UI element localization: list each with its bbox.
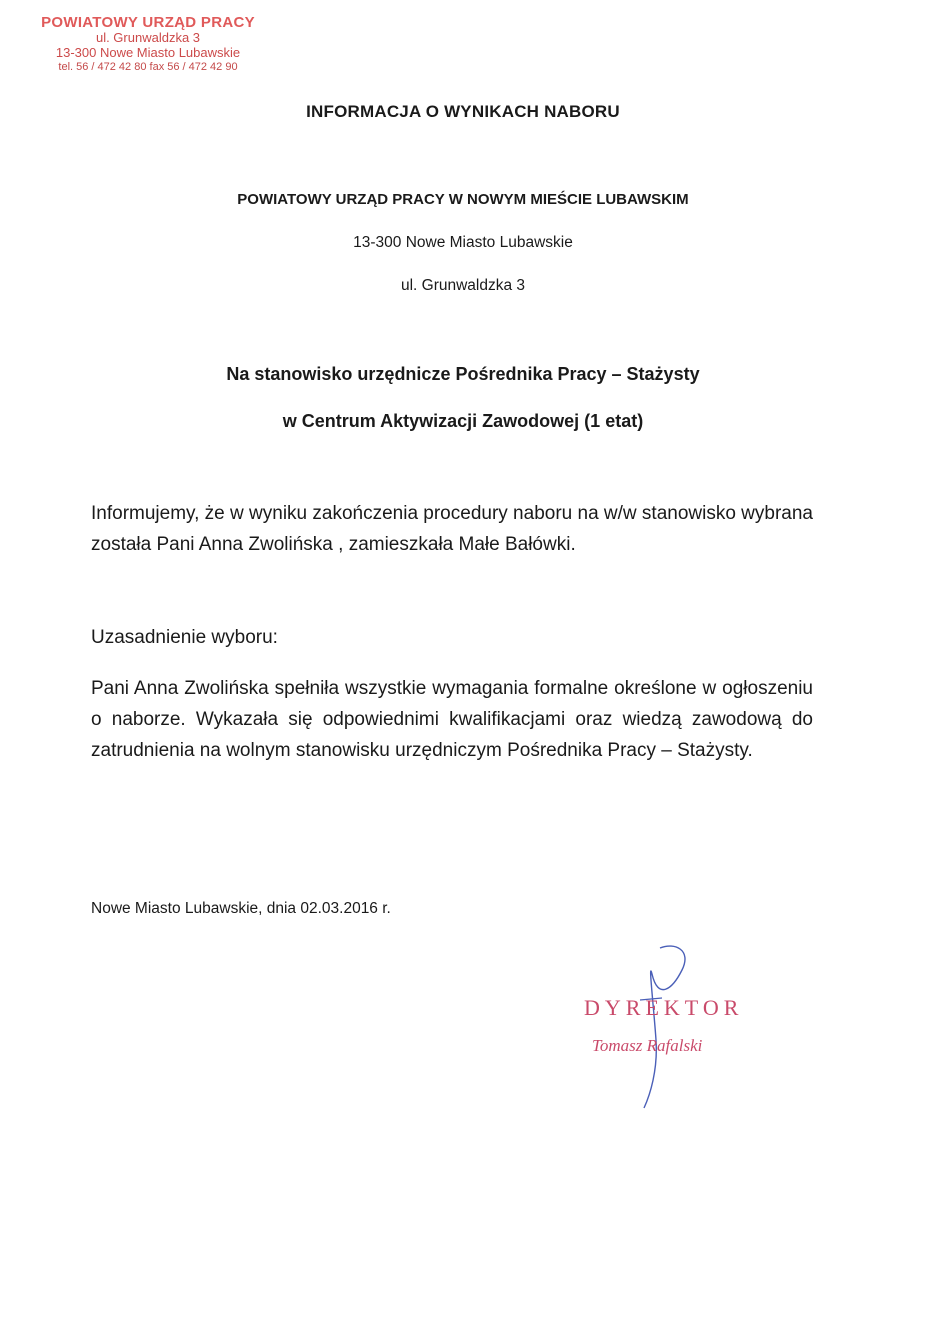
document-title: INFORMACJA O WYNIKACH NABORU [306,102,620,121]
organization-street: ul. Grunwaldzka 3 [400,277,526,294]
stamp-line-office: POWIATOWY URZĄD PRACY [41,14,255,31]
position-title-line1: Na stanowisko urzędnicze Pośrednika Pracy – Stażysty [226,364,700,384]
stamp-line-city: 13-300 Nowe Miasto Lubawskie [55,45,241,61]
position-title-line2: w Centrum Aktywizacji Zawodowej (1 etat) [282,411,644,431]
date-line: Nowe Miasto Lubawskie, dnia 02.03.2016 r. [91,900,391,917]
signature-name: Tomasz Rafalski [592,1036,703,1055]
justification-heading: Uzasadnienie wyboru: [91,627,278,648]
stamp-line-phone: tel. 56 / 472 42 80 fax 56 / 472 42 90 [58,61,238,74]
signature-role: DYREKTOR [584,995,744,1020]
handwritten-signature [600,940,720,1120]
justification-paragraph: Pani Anna Zwolińska spełniła wszystkie wymagania formalne określone w ogłoszeniu o naborze. Wykazała się odpowiednimi kwalifikacjami oraz wiedzą zawodową do zatrudnienia na wolnym stanowisku urzędniczym Pośrednika Pracy – Stażysty. [91,678,813,761]
office-stamp [36,14,260,74]
result-paragraph: Informujemy, że w wyniku zakończenia procedury naboru na w/w stanowisko wybrana została Pani Anna Zwolińska , zamieszkała Małe Bałówki. [91,503,813,555]
stamp-line-street: ul. Grunwaldzka 3 [95,30,201,46]
organization-city: 13-300 Nowe Miasto Lubawskie [353,234,573,251]
organization-name: POWIATOWY URZĄD PRACY W NOWYM MIEŚCIE LUBAWSKIM [237,191,689,208]
